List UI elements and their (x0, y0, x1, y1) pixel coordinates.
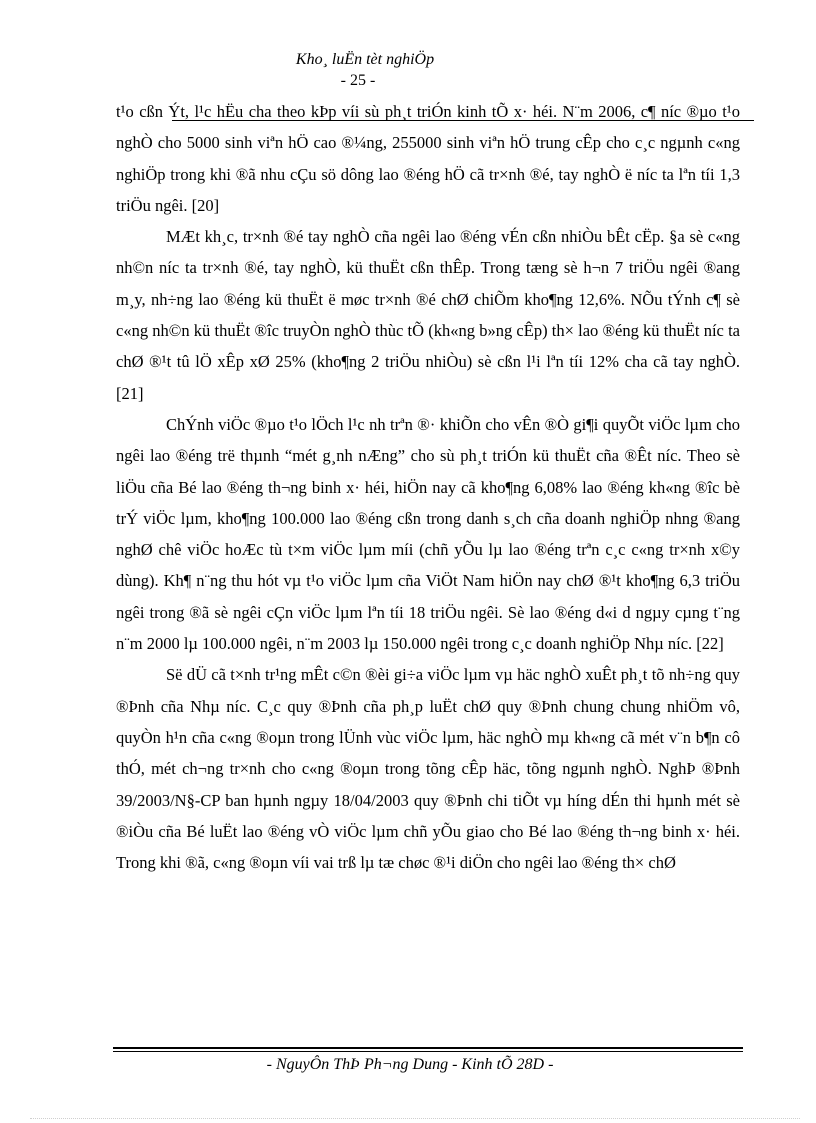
document-body (116, 96, 740, 878)
paragraph-1: t¹o cßn Ýt, l¹c hËu cha theo kÞp víi sù ph¸t triÓn kinh tÕ x· héi. N¨m 2006, c¶ níc ®µo t¹o nghÒ cho 5000 sinh viªn hÖ cao ®¼ng, 255000 sinh viªn hÖ trung cÊp cho c¸c ngµnh c«ng nghiÖp trong khi ®ã nhu cÇu sö dông lao ®éng hÖ cã tr×nh ®é, tay nghÒ ë níc ta lªn tíi 1,3 triÖu ngêi. [20] (116, 102, 740, 215)
paragraph-2: MÆt kh¸c, tr×nh ®é tay nghÒ cña ngêi lao ®éng vÉn cßn nhiÒu bÊt cËp. §a sè c«ng nh©n níc ta tr×nh ®é, tay nghÒ, kü thuËt cßn thÊp. Trong tæng sè h¬n 7 triÖu ngêi ®ang m¸y, nh÷ng lao ®éng kü thuËt ë møc tr×nh ®é chØ chiÕm kho¶ng 12,6%. NÕu tÝnh c¶ sè c«ng nh©n kü thuËt ®îc truyÒn nghÒ thùc tÕ (kh«ng b»ng cÊp) th× lao ®éng kü thuËt níc ta chØ ®¹t tû lÖ xÊp xØ 25% (kho¶ng 2 triÖu nhiÒu) sè cßn l¹i lªn tíi 12% cha cã tay nghÒ. [21] (116, 227, 740, 403)
footer-author-line: - NguyÔn ThÞ Ph¬ng Dung - Kinh tÕ 28D - (266, 1056, 554, 1073)
footer-rule-thick (113, 1047, 743, 1049)
page-number: - 25 - (340, 72, 376, 89)
header-title: Kho¸ luËn tèt nghiÖp (295, 51, 435, 68)
page-edge (30, 1118, 800, 1119)
footer-rule-thin (113, 1051, 743, 1052)
paragraph-3: ChÝnh viÖc ®µo t¹o lÖch l¹c nh trªn ®· khiÕn cho vÊn ®Ò gi¶i quyÕt viÖc lµm cho ngêi lao ®éng trë thµnh “mét g¸nh nÆng” cho sù ph¸t triÓn kü thuËt cña ®Êt níc. Theo sè liÖu cña Bé lao ®éng th¬ng binh x· héi, hiÖn nay cã kho¶ng 6,08% lao ®éng kh«ng ®îc bè trÝ viÖc lµm, kho¶ng 100.000 lao ®éng cßn trong danh s¸ch cña doanh nghiÖp nhng ®ang nghØ chê viÖc hoÆc tù t×m viÖc lµm míi (chñ yÕu lµ lao ®éng trªn c¸c c«ng tr×nh x©y dùng). Kh¶ n¨ng thu hót vµ t¹o viÖc lµm cña ViÖt Nam hiÖn nay chØ ®¹t kho¶ng 6,3 triÖu ngêi trong ®ã sè ngêi cÇn viÖc lµm lªn tíi 18 triÖu ngêi. Sè lao ®éng d«i d ngµy cµng t¨ng n¨m 2000 lµ 100.000 ngêi, n¨m 2003 lµ 150.000 ngêi trong c¸c doanh nghiÖp Nhµ níc. [22] (116, 414, 740, 654)
paragraph-4: Së dÜ cã t×nh tr¹ng mÊt c©n ®èi gi÷a viÖc lµm vµ häc nghÒ xuÊt ph¸t tõ nh÷ng quy ®Þnh cña Nhµ níc. C¸c quy ®Þnh cña ph¸p luËt chØ quy ®Þnh chung chung nhiÖm vô, quyÒn h¹n cña c«ng ®oµn trong lÜnh vùc viÖc lµm, häc nghÒ mµ kh«ng cã mét v¨n b¶n cô thÓ, mét ch¬ng tr×nh cho c«ng ®oµn trong tõng cÊp häc, tõng ngµnh nghÒ. NghÞ ®Þnh 39/2003/N§-CP ban hµnh ngµy 18/04/2003 quy ®Þnh chi tiÕt vµ híng dÉn thi hµnh mét sè ®iÒu cña Bé luËt lao ®éng vÒ viÖc lµm chñ yÕu giao cho Bé lao ®éng th¬ng binh x· héi. Trong khi ®ã, c«ng ®oµn víi vai trß lµ tæ chøc ®¹i diÖn cho ngêi lao ®éng th× chØ (116, 665, 740, 873)
